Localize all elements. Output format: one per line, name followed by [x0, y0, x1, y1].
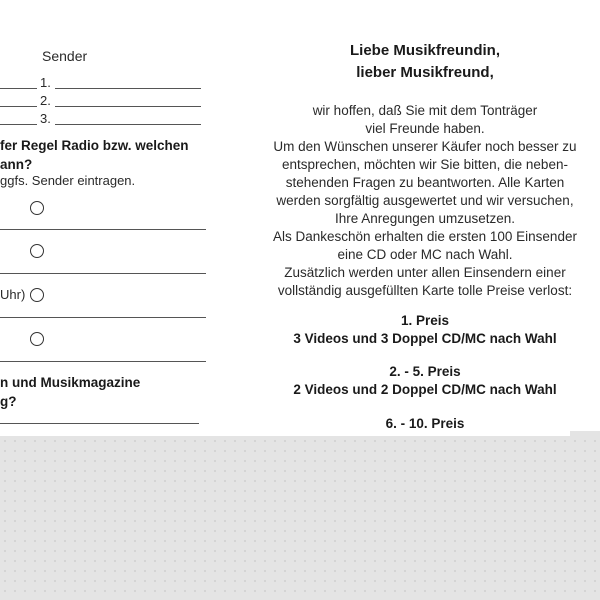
- radio-question-line-2: ann?: [0, 157, 33, 172]
- sender-line-2: [0, 94, 210, 110]
- prize-2: [255, 363, 595, 399]
- prize-description: 3 Videos und 3 Doppel CD/MC nach Wahl: [293, 331, 557, 346]
- radio-question-line-1: fer Regel Radio bzw. welchen: [0, 138, 189, 153]
- body-line: wir hoffen, daß Sie mit dem Tonträger: [312, 103, 538, 118]
- option-radio-1[interactable]: [30, 201, 44, 215]
- body-line: Zusätzlich werden unter allen Einsendern einer: [284, 265, 566, 280]
- answer-line[interactable]: [0, 361, 206, 362]
- greeting-line-2: lieber Musikfreund,: [356, 64, 494, 81]
- prize-1: [255, 312, 595, 348]
- write-line[interactable]: [0, 88, 37, 89]
- prize-rank: 1. Preis: [400, 313, 450, 328]
- body-line: Als Dankeschön erhalten die ersten 100 Einsender: [273, 229, 577, 244]
- letter-body: [255, 102, 595, 300]
- sender-write-line[interactable]: [55, 88, 201, 89]
- sender-number: 2.: [40, 93, 51, 108]
- radio-question-hint: ggfs. Sender eintragen.: [0, 173, 136, 188]
- gray-overlay-panel: [0, 436, 600, 600]
- write-line[interactable]: [0, 124, 37, 125]
- sender-heading: Sender: [42, 48, 88, 64]
- body-line: eine CD oder MC nach Wahl.: [337, 247, 513, 262]
- sender-write-line[interactable]: [55, 124, 201, 125]
- sender-line-1: [0, 76, 210, 92]
- sender-number: 1.: [40, 75, 51, 90]
- magazine-question-line-2: g?: [0, 394, 17, 409]
- option-label: Uhr): [0, 287, 26, 302]
- body-line: Um den Wünschen unserer Käufer noch besser zu: [273, 139, 577, 154]
- body-line: entsprechen, möchten wir Sie bitten, die neben-: [282, 157, 568, 172]
- option-radio-2[interactable]: [30, 244, 44, 258]
- letter-greeting: [255, 40, 595, 84]
- option-radio-3[interactable]: [30, 288, 44, 302]
- body-line: viel Freunde haben.: [365, 121, 485, 136]
- body-line: Ihre Anregungen umzusetzen.: [334, 211, 516, 226]
- prize-description: 2 Videos und 2 Doppel CD/MC nach Wahl: [293, 382, 557, 397]
- option-radio-4[interactable]: [30, 332, 44, 346]
- answer-line[interactable]: [0, 423, 199, 424]
- questionnaire-column: [0, 0, 215, 436]
- body-line: werden sorgfältig ausgewertet und wir versuchen,: [276, 193, 574, 208]
- sender-number: 3.: [40, 111, 51, 126]
- body-line: stehenden Fragen zu beantworten. Alle Karten: [285, 175, 565, 190]
- letter-column: [255, 0, 595, 436]
- prize-rank: 2. - 5. Preis: [389, 364, 461, 379]
- sender-write-line[interactable]: [55, 106, 201, 107]
- body-line: vollständig ausgefüllten Karte tolle Preise verlost:: [277, 283, 573, 298]
- prize-rank: 6. - 10. Preis: [385, 416, 465, 431]
- magazine-question-line-1: n und Musikmagazine: [0, 375, 141, 390]
- write-line[interactable]: [0, 106, 37, 107]
- answer-line[interactable]: [0, 317, 206, 318]
- greeting-line-1: Liebe Musikfreundin,: [349, 42, 500, 59]
- sender-line-3: [0, 112, 210, 128]
- answer-line[interactable]: [0, 229, 206, 230]
- answer-line[interactable]: [0, 273, 206, 274]
